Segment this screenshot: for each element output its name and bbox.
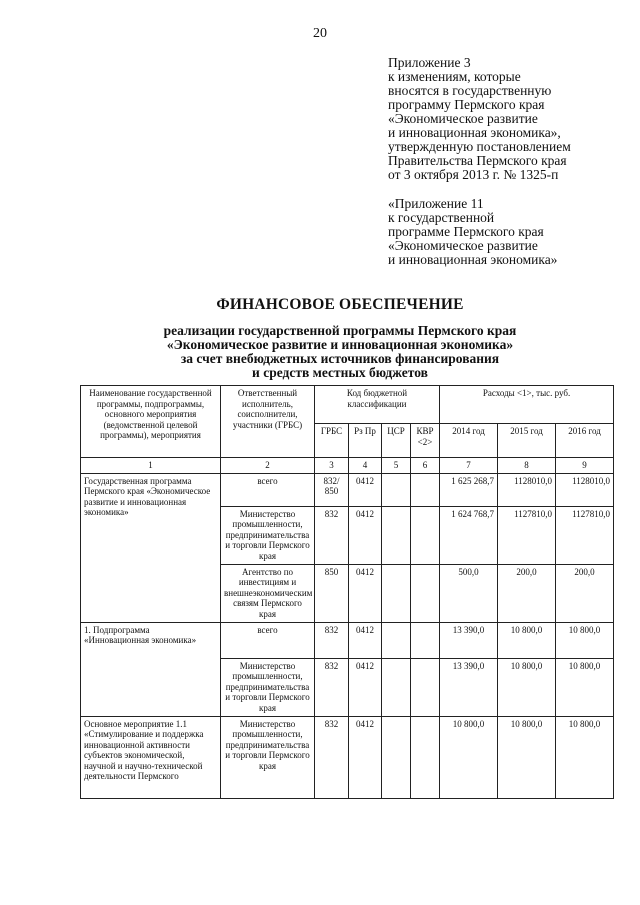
- page-number: 20: [313, 26, 327, 41]
- header-2014: 2014 год: [440, 424, 498, 458]
- appendix-11-line: программе Пермского края: [388, 224, 544, 239]
- appendix-3-line: утвержденную постановлением: [388, 139, 571, 154]
- row-2014: 13 390,0: [440, 622, 498, 658]
- row-2014: 1 625 268,7: [440, 473, 498, 506]
- row-rzpr: 0412: [349, 564, 382, 622]
- row-2016: 10 800,0: [556, 658, 614, 716]
- row-2015: 200,0: [498, 564, 556, 622]
- appendix-3-line: Правительства Пермского края: [388, 153, 567, 168]
- subtitle-line: за счет внебюджетных источников финансирования: [180, 351, 500, 366]
- appendix-11-note: [388, 197, 557, 267]
- column-number: 2: [221, 458, 315, 474]
- row-kvr: [411, 564, 440, 622]
- financing-table: [80, 385, 614, 799]
- document-title-block: [0, 296, 640, 380]
- appendix-3-line: и инновационная экономика»,: [388, 125, 561, 140]
- row-2014: 10 800,0: [440, 716, 498, 798]
- row-2016: 10 800,0: [556, 716, 614, 798]
- column-number: 4: [349, 458, 382, 474]
- row-grbs: 850: [315, 564, 349, 622]
- row-grbs: 832: [315, 506, 349, 564]
- row-kvr: [411, 506, 440, 564]
- row-csr: [382, 564, 411, 622]
- row-kvr: [411, 473, 440, 506]
- table-row: [81, 716, 614, 798]
- appendix-3-line: вносятся в государственную: [388, 83, 552, 98]
- header-csr: ЦСР: [382, 424, 411, 458]
- row-kvr: [411, 622, 440, 658]
- row-grbs: 832: [315, 622, 349, 658]
- subtitle-line: «Экономическое развитие и инновационная экономика»: [166, 337, 514, 352]
- row-executor: всего: [221, 473, 315, 506]
- appendix-3-line: от 3 октября 2013 г. № 1325-п: [388, 167, 559, 182]
- column-number: 1: [81, 458, 221, 474]
- row-2014: 13 390,0: [440, 658, 498, 716]
- column-numbers-row: [81, 458, 614, 474]
- row-2016: 1127810,0: [556, 506, 614, 564]
- column-number: 7: [440, 458, 498, 474]
- appendix-11-line: к государственной: [388, 210, 495, 225]
- header-2015: 2015 год: [498, 424, 556, 458]
- row-name: 1. Подпрограмма «Инновационная экономика»: [81, 622, 221, 716]
- document-subtitle: [0, 324, 640, 380]
- row-rzpr: 0412: [349, 506, 382, 564]
- header-budget-code: Код бюджетной классификации: [315, 386, 440, 424]
- row-2014: 500,0: [440, 564, 498, 622]
- table-row: [81, 473, 614, 506]
- subtitle-line: реализации государственной программы Пермского края: [163, 323, 517, 338]
- row-2016: 200,0: [556, 564, 614, 622]
- header-expenses: Расходы <1>, тыс. руб.: [440, 386, 614, 424]
- row-2015: 1127810,0: [498, 506, 556, 564]
- row-executor: Министерство промышленности, предпринимательства и торговли Пермского края: [221, 506, 315, 564]
- row-2014: 1 624 768,7: [440, 506, 498, 564]
- row-2016: 1128010,0: [556, 473, 614, 506]
- row-rzpr: 0412: [349, 622, 382, 658]
- column-number: 3: [315, 458, 349, 474]
- header-name: Наименование государственной программы, подпрограммы, основного мероприятия (ведомственной целевой программы), мероприятия: [81, 386, 221, 458]
- row-csr: [382, 506, 411, 564]
- header-2016: 2016 год: [556, 424, 614, 458]
- column-number: 5: [382, 458, 411, 474]
- appendix-3-line: программу Пермского края: [388, 97, 545, 112]
- row-grbs: 832: [315, 716, 349, 798]
- appendix-3-line: Приложение 3: [388, 55, 471, 70]
- appendix-11-line: и инновационная экономика»: [388, 252, 558, 267]
- row-executor: Агентство по инвестициям и внешнеэкономическим связям Пермского края: [221, 564, 315, 622]
- row-csr: [382, 622, 411, 658]
- appendix-11-line: «Экономическое развитие: [388, 238, 538, 253]
- appendix-3-line: к изменениям, которые: [388, 69, 521, 84]
- row-name: Основное мероприятие 1.1 «Стимулирование и поддержка инновационной активности субъектов экономической, научной и научно-технической деятельности Пермского: [81, 716, 221, 798]
- row-2016: 10 800,0: [556, 622, 614, 658]
- column-number: 9: [556, 458, 614, 474]
- row-csr: [382, 716, 411, 798]
- header-kvr: КВР <2>: [411, 424, 440, 458]
- row-rzpr: 0412: [349, 716, 382, 798]
- table-row: [81, 622, 614, 658]
- appendix-11-line: «Приложение 11: [388, 196, 484, 211]
- row-rzpr: 0412: [349, 658, 382, 716]
- row-grbs: 832: [315, 658, 349, 716]
- column-number: 6: [411, 458, 440, 474]
- row-name: Государственная программа Пермского края «Экономическое развитие и инновационная экономика»: [81, 473, 221, 622]
- row-executor: всего: [221, 622, 315, 658]
- row-executor: Министерство промышленности, предпринимательства и торговли Пермского края: [221, 658, 315, 716]
- row-2015: 10 800,0: [498, 658, 556, 716]
- row-kvr: [411, 658, 440, 716]
- row-2015: 1128010,0: [498, 473, 556, 506]
- row-executor: Министерство промышленности, предпринимательства и торговли Пермского края: [221, 716, 315, 798]
- appendix-3-line: «Экономическое развитие: [388, 111, 538, 126]
- row-2015: 10 800,0: [498, 622, 556, 658]
- row-2015: 10 800,0: [498, 716, 556, 798]
- appendix-3-note: [388, 56, 571, 182]
- row-grbs: 832/ 850: [315, 473, 349, 506]
- column-number: 8: [498, 458, 556, 474]
- document-title: ФИНАНСОВОЕ ОБЕСПЕЧЕНИЕ: [216, 296, 464, 313]
- header-grbs: ГРБС: [315, 424, 349, 458]
- row-rzpr: 0412: [349, 473, 382, 506]
- row-csr: [382, 473, 411, 506]
- header-executor: Ответственный исполнитель, соисполнители, участники (ГРБС): [221, 386, 315, 458]
- row-csr: [382, 658, 411, 716]
- header-rzpr: Рз Пр: [349, 424, 382, 458]
- row-kvr: [411, 716, 440, 798]
- subtitle-line: и средств местных бюджетов: [252, 365, 428, 380]
